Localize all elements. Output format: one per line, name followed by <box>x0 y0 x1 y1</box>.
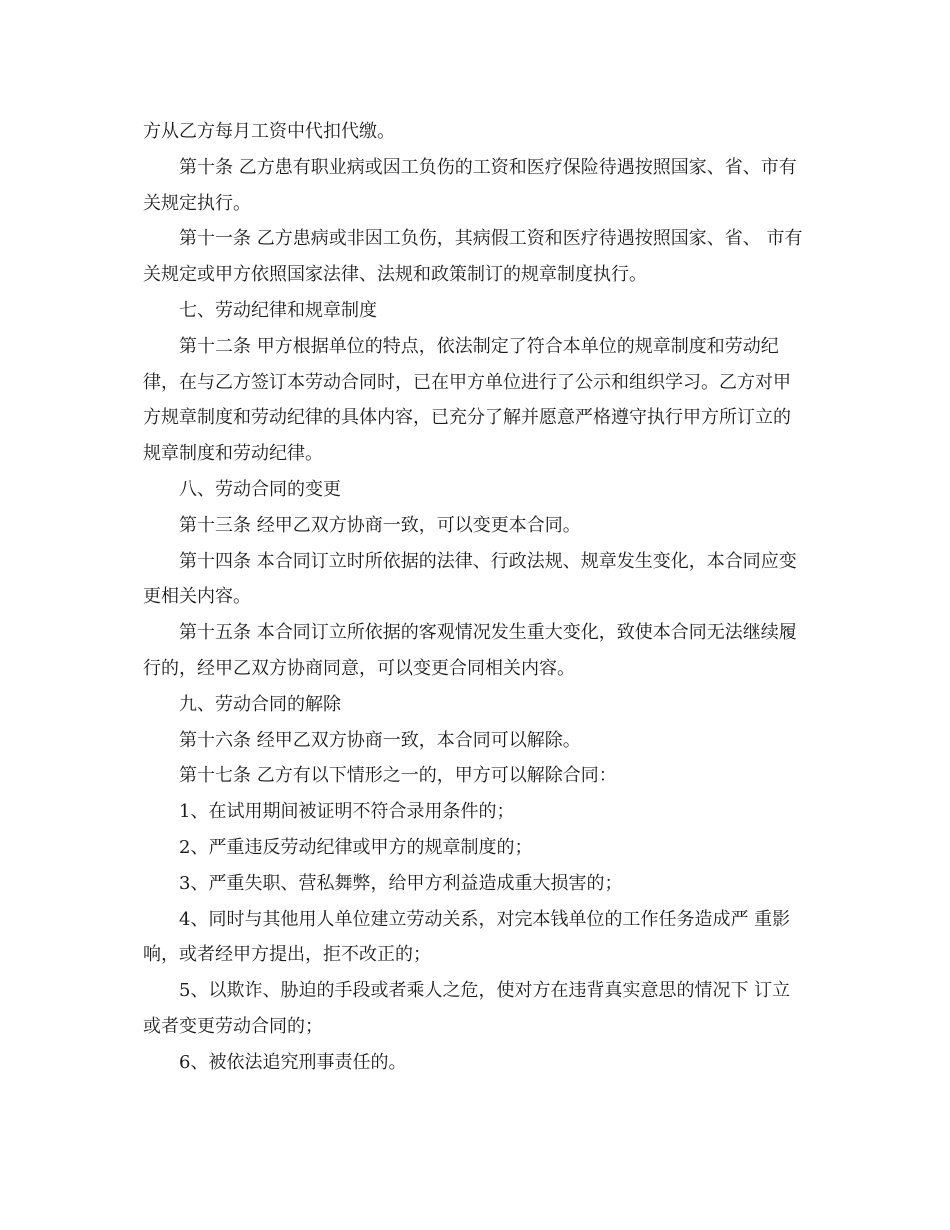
article-16: 第十六条 经甲乙双方协商一致，本合同可以解除。 <box>179 729 581 751</box>
section-heading-8: 八、劳动合同的变更 <box>179 478 341 500</box>
article-11: 第十一条 乙方患病或非因工负伤，其病假工资和医疗待遇按照国家、省、 市有关规定或甲方依照国家法律、法规和政策制订的规章制度执行。 <box>143 228 803 286</box>
list-item-2: 2、严重违反劳动纪律或甲方的规章制度的； <box>179 836 533 858</box>
document-body <box>143 114 807 1081</box>
list-item-1: 1、在试用期间被证明不符合录用条件的； <box>179 801 515 823</box>
list-item-4: 4、同时与其他用人单位建立劳动关系，对完本钱单位的工作任务造成严 重影响，或者经甲方提出，拒不改正的； <box>143 908 791 966</box>
list-item-5: 5、以欺诈、胁迫的手段或者乘人之危，使对方在违背真实意思的情况下 订立或者变更劳动合同的； <box>143 980 791 1037</box>
section-heading-9: 九、劳动合同的解除 <box>179 693 341 715</box>
article-10: 第十条 乙方患有职业病或因工负伤的工资和医疗保险待遇按照国家、省、市有关规定执行。 <box>143 156 797 214</box>
article-14: 第十四条 本合同订立时所依据的法律、行政法规、规章发生变化，本合同应变更相关内容。 <box>143 550 797 608</box>
article-15: 第十五条 本合同订立所依据的客观情况发生重大变化，致使本合同无法继续履行的，经甲乙双方协商同意，可以变更合同相关内容。 <box>143 622 797 679</box>
section-heading-7: 七、劳动纪律和规章制度 <box>179 299 377 321</box>
article-17: 第十七条 乙方有以下情形之一的，甲方可以解除合同： <box>179 765 617 787</box>
list-item-3: 3、严重失职、营私舞弊，给甲方利益造成重大损害的； <box>179 872 623 894</box>
article-13: 第十三条 经甲乙双方协商一致，可以变更本合同。 <box>179 514 581 536</box>
article-12: 第十二条 甲方根据单位的特点，依法制定了符合本单位的规章制度和劳动纪律，在与乙方签订本劳动合同时，已在甲方单位进行了公示和组织学习。乙方对甲方规章制度和劳动纪律的具体内容，已充分了解并愿意严格遵守执行甲方所订立的规章制度和劳动纪律。 <box>143 335 791 465</box>
list-item-6: 6、被依法追究刑事责任的。 <box>179 1051 407 1073</box>
paragraph-continuation: 方从乙方每月工资中代扣代缴。 <box>143 121 395 142</box>
